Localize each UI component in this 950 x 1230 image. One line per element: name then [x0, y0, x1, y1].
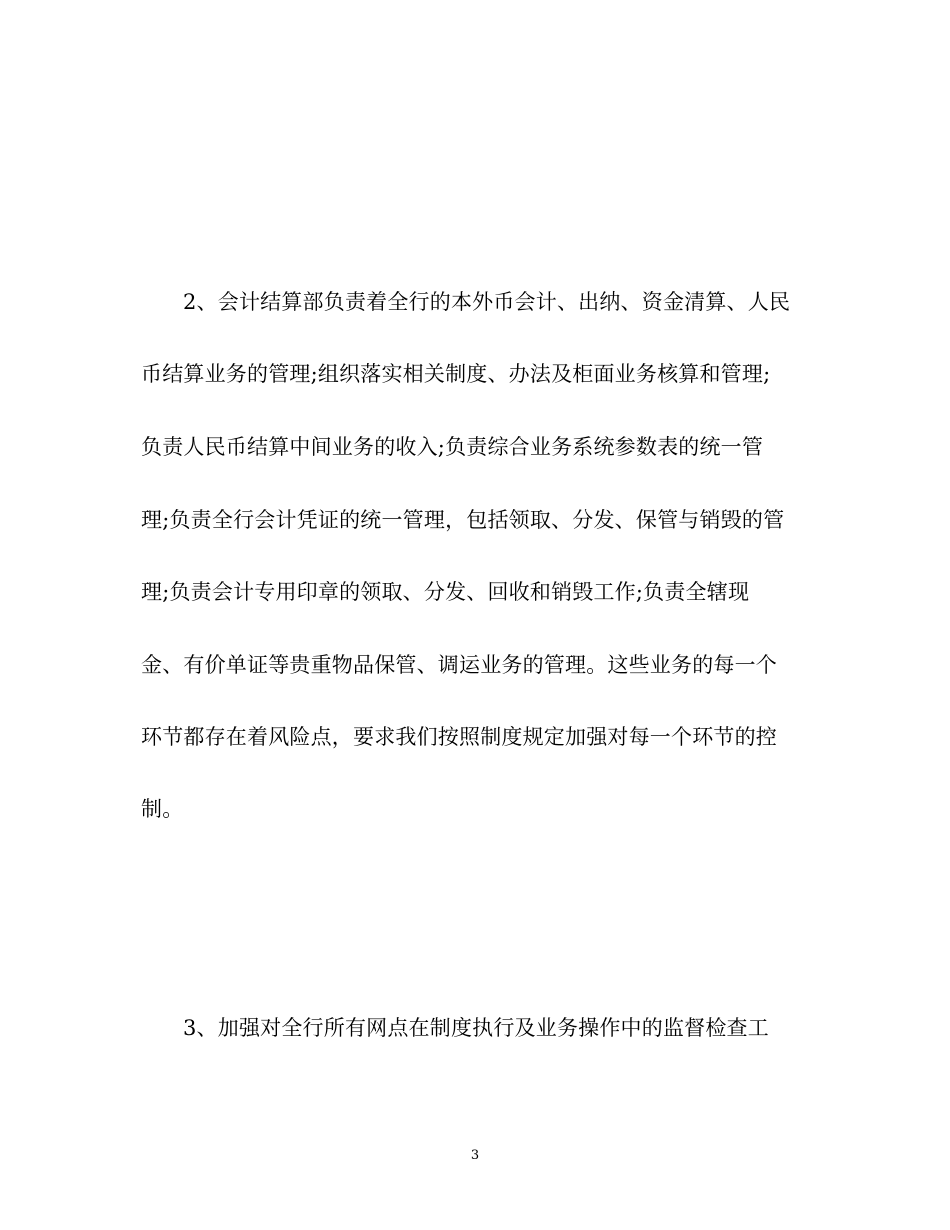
paragraph-1-line-8: 制。	[141, 797, 184, 821]
paragraph-1-line-4: 理;负责全行会计凭证的统一管理，包括领取、分发、保管与销毁的管	[141, 508, 785, 532]
paragraph-1-line-6: 金、有价单证等贵重物品保管、调运业务的管理。这些业务的每一个	[141, 653, 777, 677]
paragraph-1-line-1: 2、会计结算部负责着全行的本外币会计、出纳、资金清算、人民	[183, 290, 791, 314]
page-number: 3	[470, 1148, 480, 1163]
paragraph-2-line-1: 3、加强对全行所有网点在制度执行及业务操作中的监督检查工	[183, 1016, 769, 1040]
paragraph-1-line-5: 理;负责会计专用印章的领取、分发、回收和销毁工作;负责全辖现	[141, 580, 750, 604]
paragraph-1-line-7: 环节都存在着风险点，要求我们按照制度规定加强对每一个环节的控	[141, 725, 777, 749]
paragraph-1-line-3: 负责人民币结算中间业务的收入;负责综合业务系统参数表的统一管	[141, 435, 764, 459]
paragraph-1-line-2: 币结算业务的管理;组织落实相关制度、办法及柜面业务核算和管理;	[141, 362, 771, 386]
